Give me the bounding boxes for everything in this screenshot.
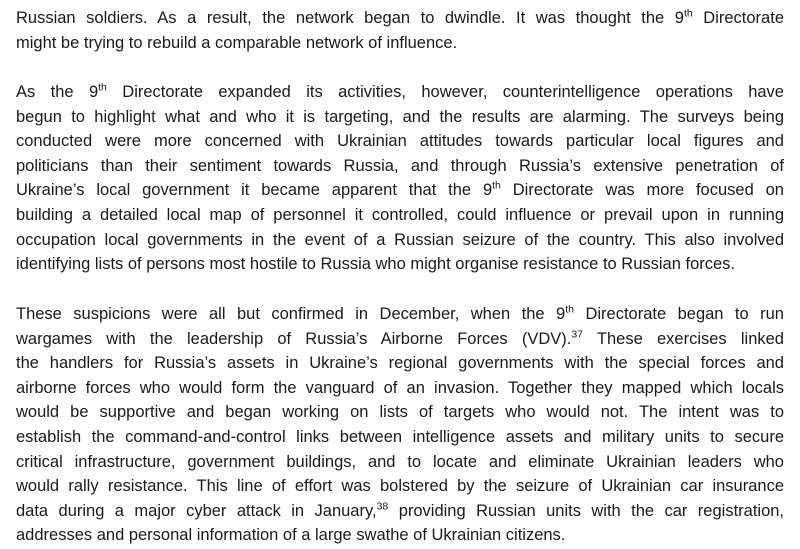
text-line: the handlers for Russia’s assets in Ukraine’s regional governments with the special forces and <box>16 354 784 373</box>
text-line: critical infrastructure, government buildings, and to locate and eliminate Ukrainian leaders who <box>16 452 784 471</box>
text-line: Russian soldiers. As a result, the network began to dwindle. It was thought the 9th Directorate <box>16 7 784 27</box>
paragraph-1 <box>16 6 784 55</box>
text-line: occupation local governments in the event of a Russian seizure of the country. This also involved <box>16 230 784 249</box>
text-line: addresses and personal information of a large swathe of Ukrainian citizens. <box>16 526 566 545</box>
text-line: would be supportive and began working on lists of targets who would not. The intent was to <box>16 403 784 422</box>
text-line: might be trying to rebuild a comparable network of influence. <box>16 33 458 52</box>
text-line: conducted were more concerned with Ukrainian attitudes towards particular local figures and <box>16 132 784 151</box>
text-line: would rally resistance. This line of effort was bolstered by the seizure of Ukrainian car insurance <box>16 477 784 496</box>
paragraph-2 <box>16 80 784 277</box>
footnote-ref-38[interactable]: 38 <box>376 500 389 513</box>
text-line: airborne forces who would form the vanguard of an invasion. Together they mapped which locals <box>16 378 784 397</box>
ordinal-suffix: th <box>683 7 693 20</box>
ordinal-suffix: th <box>492 179 501 192</box>
ordinal-suffix: th <box>98 81 107 94</box>
text-line: politicians than their sentiment towards Russia, and through Russia’s extensive penetration of <box>16 156 784 175</box>
text-line: data during a major cyber attack in January,$^{38}$ providing Russian units with the car registration, <box>16 500 785 520</box>
text-line: Ukraine’s local government it became apparent that the 9th Directorate was more focused on <box>16 179 784 200</box>
text-line: establish the command-and-control links between intelligence assets and military units to secure <box>16 427 784 446</box>
text-line: These suspicions were all but confirmed in December, when the 9th Directorate began to run <box>16 303 784 323</box>
text-line: building a detailed local map of personnel it controlled, could influence or prevail upon in running <box>16 205 784 224</box>
ordinal-suffix: th <box>565 303 574 316</box>
paragraph-3 <box>16 302 784 548</box>
text-line: begun to highlight what and who it is targeting, and the results are alarming. The surveys being <box>16 107 784 126</box>
footnote-ref-37[interactable]: 37 <box>571 328 584 341</box>
text-line: identifying lists of persons most hostile to Russia who might organise resistance to Russian forces. <box>16 255 735 274</box>
text-line: wargames with the leadership of Russia’s Airborne Forces (VDV).$^{37}$ These exercises linked <box>16 328 784 348</box>
text-line: As the 9th Directorate expanded its activities, however, counterintelligence operations have <box>16 81 784 101</box>
